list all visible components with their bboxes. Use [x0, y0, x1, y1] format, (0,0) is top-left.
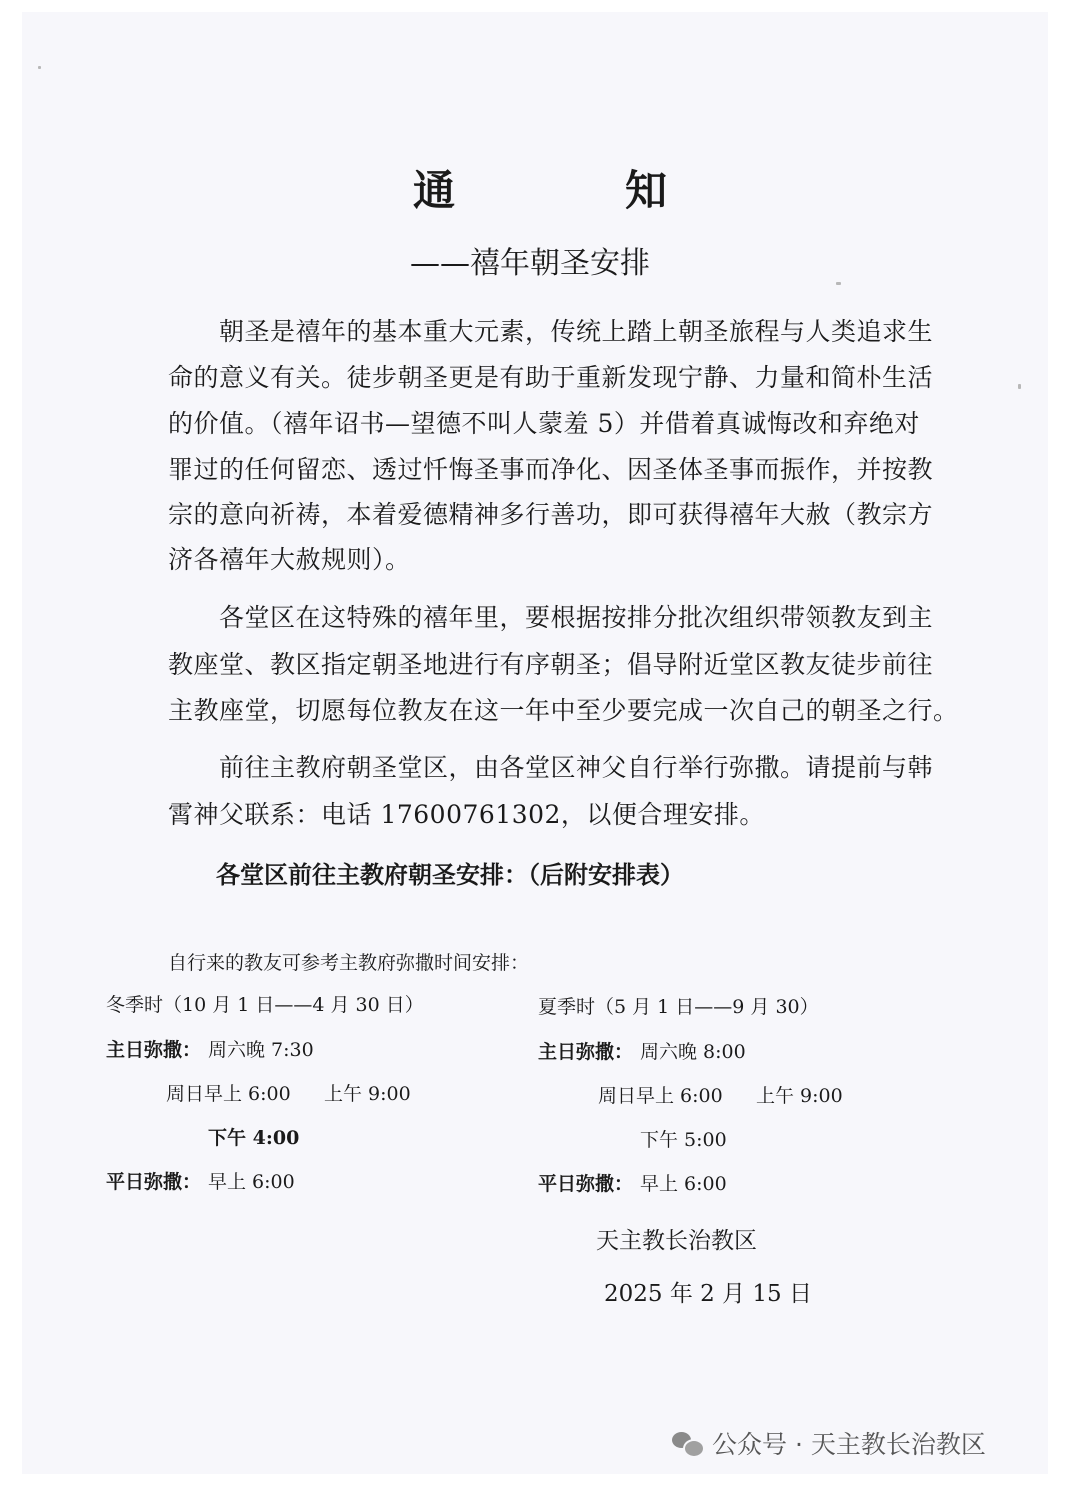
paragraph-line: 朝圣是禧年的基本重大元素，传统上踏上朝圣旅程与人类追求生	[168, 317, 934, 346]
signature-org: 天主教长治教区	[596, 1228, 757, 1254]
paragraph-line: 的价值。（禧年诏书—望德不叫人蒙羞 5）并借着真诚悔改和弃绝对	[168, 409, 920, 438]
winter-saturday-evening: 周六晚 7:30	[208, 1039, 314, 1061]
summer-weekday-time: 早上 6:00	[640, 1173, 727, 1195]
paragraph-line: 前往主教府朝圣堂区，由各堂区神父自行举行弥撒。请提前与韩	[168, 753, 934, 782]
wechat-icon	[672, 1430, 702, 1456]
scan-speck	[1018, 384, 1021, 389]
scan-speck	[38, 66, 41, 69]
page-title: 通 知	[412, 166, 731, 215]
paragraph-line: 教座堂、教区指定朝圣地进行有序朝圣；倡导附近堂区教友徒步前往	[168, 650, 934, 679]
paragraph-line: 济各禧年大赦规则）。	[168, 545, 411, 574]
paragraph-line: 各堂区在这特殊的禧年里，要根据按排分批次组织带领教友到主	[168, 603, 934, 632]
signature-date: 2025 年 2 月 15 日	[604, 1281, 812, 1307]
winter-sunday-morning: 周日早上 6:00	[166, 1083, 291, 1105]
winter-sunday-am: 上午 9:00	[324, 1083, 411, 1105]
paragraph-line: 命的意义有关。徒步朝圣更是有助于重新发现宁静、力量和简朴生活	[168, 363, 934, 392]
paragraph-line: 霄神父联系：电话 17600761302，以便合理安排。	[168, 800, 765, 829]
arrangement-heading: 各堂区前往主教府朝圣安排：（后附安排表）	[216, 860, 684, 889]
schedule-intro: 自行来的教友可参考主教府弥撒时间安排：	[168, 952, 530, 974]
summer-sunday-morning: 周日早上 6:00	[598, 1085, 723, 1107]
winter-weekday-time: 早上 6:00	[208, 1171, 295, 1193]
watermark	[672, 1425, 986, 1461]
watermark-text: 公众号 · 天主教长治教区	[712, 1430, 986, 1459]
winter-sunday-label: 主日弥撒：	[106, 1039, 202, 1061]
summer-season: 夏季时（5 月 1 日——9 月 30）	[538, 996, 819, 1018]
document-page	[22, 12, 1048, 1474]
paragraph-line: 主教座堂，切愿每位教友在这一年中至少要完成一次自己的朝圣之行。	[168, 696, 959, 725]
summer-sunday-label: 主日弥撒：	[538, 1041, 634, 1063]
winter-sunday-pm: 下午 4:00	[208, 1127, 300, 1149]
scan-speck	[836, 282, 841, 285]
paragraph-line: 罪过的任何留恋、透过忏悔圣事而净化、因圣体圣事而振作，并按教	[168, 455, 934, 484]
paragraph-line: 宗的意向祈祷，本着爱德精神多行善功，即可获得禧年大赦（教宗方	[168, 500, 934, 529]
summer-saturday-evening: 周六晚 8:00	[640, 1041, 746, 1063]
winter-season: 冬季时（10 月 1 日——4 月 30 日）	[106, 994, 424, 1016]
page-subtitle: ——禧年朝圣安排	[410, 246, 650, 281]
summer-sunday-am: 上午 9:00	[756, 1085, 843, 1107]
summer-sunday-pm: 下午 5:00	[640, 1129, 727, 1151]
summer-weekday-label: 平日弥撒：	[538, 1173, 634, 1195]
winter-weekday-label: 平日弥撒：	[106, 1171, 202, 1193]
